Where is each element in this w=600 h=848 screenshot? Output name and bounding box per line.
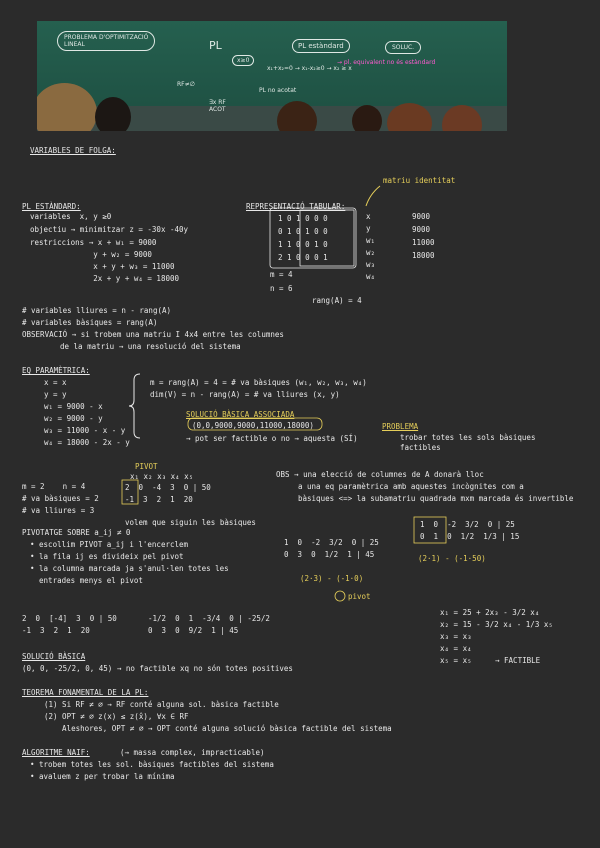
problema-heading: PROBLEMA xyxy=(382,422,419,431)
note-3: OBSERVACIÓ → si trobem una matriu I 4x4 entre les columnes xyxy=(22,330,284,339)
tab-row-1: 1 0 1 0 0 0 xyxy=(278,214,328,223)
section-heading-variables: VARIABLES DE FOLGA: xyxy=(30,146,116,155)
calc-m2: 0 3 0 1/2 1 | 45 xyxy=(284,550,375,559)
algoritme-1: • trobem totes les sol. bàsiques factibles del sistema xyxy=(30,760,274,769)
teorema-2: (2) OPT ≠ ∅ z(x) ≤ z(x̂), ∀x ∈ RF xyxy=(44,712,189,721)
note-1: # variables lliures = n - rang(A) xyxy=(22,306,172,315)
pivot-cols: x₁ x₂ x₃ x₄ x₅ xyxy=(130,472,194,481)
xval-3: x₃ = x₃ xyxy=(440,632,472,641)
pivot-label: PIVOT xyxy=(135,462,158,471)
calc-pivot: pivot xyxy=(348,592,371,601)
bm-r1: 2 0 [-4] 3 0 | 50 xyxy=(22,614,117,623)
pl-line-1: variables x, y ≥0 xyxy=(30,212,112,221)
param-1: x = x xyxy=(44,378,67,387)
pl-line-5: x + y + w₃ = 11000 xyxy=(30,262,175,271)
var-2: y xyxy=(366,224,371,233)
parametrica-heading: EQ PARAMÈTRICA: xyxy=(22,366,90,375)
calc-m3: 1 0 -2 3/2 0 | 25 xyxy=(420,520,515,529)
xval-5: x₅ = x₅ xyxy=(440,656,472,665)
xval-1: x₁ = 25 + 2x₃ - 3/2 x₄ xyxy=(440,608,540,617)
teorema-heading: TEOREMA FONAMENTAL DE LA PL: xyxy=(22,688,149,697)
var-5: w₃ xyxy=(366,260,376,269)
tab-row-4: 2 1 0 0 0 1 xyxy=(278,253,328,262)
pivot-bullet-3: • la columna marcada ja s'anul·len totes les xyxy=(30,564,229,573)
algoritme-heading: ALGORITME NAIF: xyxy=(22,748,90,757)
var-6: w₄ xyxy=(366,272,376,281)
param-2: y = y xyxy=(44,390,67,399)
pivot-circle xyxy=(335,591,345,601)
matrix-bracket xyxy=(270,208,356,268)
bm-r2: -1 3 2 1 20 xyxy=(22,626,90,635)
pivot-col-box xyxy=(122,480,138,504)
tabular-heading: REPRESENTACIÓ TABULAR: xyxy=(246,202,346,211)
chalk-box-problem: PROBLEMA D'OPTIMITZACIÓ LINEAL xyxy=(57,31,155,51)
sol-value: (0, 0, -25/2, 0, 45) → no factible xq no són totes positives xyxy=(22,664,293,673)
param-6: w₄ = 18000 - 2x - y xyxy=(44,438,130,447)
obs-3: bàsiques <=> la subamatriu quadrada mxm marcada és invertible xyxy=(298,494,574,503)
pivot-row-2: -1 3 2 1 20 xyxy=(125,495,193,504)
teorema-1: (1) Si RF ≠ ∅ → RF conté alguna sol. bàsica factible xyxy=(44,700,279,709)
bm-r4: 0 3 0 9/2 1 | 45 xyxy=(148,626,239,635)
xval-4: x₄ = x₄ xyxy=(440,644,472,653)
m-value: m = 4 xyxy=(270,270,293,279)
rhs-1: 9000 xyxy=(412,212,431,221)
pivot-bullet-4: entrades menys el pivot xyxy=(30,576,143,585)
volem-text: volem que siguin les bàsiques xyxy=(125,518,256,527)
brace-stroke xyxy=(129,374,140,438)
chalk-solu: SOLUC. xyxy=(385,41,421,54)
obs-2: a una eq paramètrica amb aquestes incògnites com a xyxy=(298,482,524,491)
calc-box xyxy=(414,517,446,543)
pivot-bullet-2: • la fila ij es divideix pel pivot xyxy=(30,552,184,561)
chalk-pl-estandard: PL estàndard xyxy=(292,39,350,53)
param-right-2: dim(V) = n - rang(A) = # va lliures (x, y) xyxy=(150,390,340,399)
n-value: n = 6 xyxy=(270,284,293,293)
rang-value: rang(A) = 4 xyxy=(312,296,362,305)
sbf-box xyxy=(188,418,322,430)
chalk-pl-no-acot: PL no acotat xyxy=(259,87,297,94)
pl-line-6: 2x + y + w₄ = 18000 xyxy=(30,274,180,283)
pl-line-4: y + w₂ = 9000 xyxy=(30,250,152,259)
calc-f2: (2·3) - (-1·0) xyxy=(300,574,364,583)
pl-line-3: restriccions → x + w₁ = 9000 xyxy=(30,238,157,247)
var-3: w₁ xyxy=(366,236,376,245)
sbf-heading: SOLUCIÓ BÀSICA ASSOCIADA xyxy=(186,410,295,419)
algoritme-intro: (→ massa complex, impracticable) xyxy=(120,748,265,757)
rhs-3: 11000 xyxy=(412,238,435,247)
algoritme-2: • avaluem z per trobar la mínima xyxy=(30,772,175,781)
var-1: x xyxy=(366,212,371,221)
sbf-value: (0,0,9000,9000,11000,18000) xyxy=(192,421,314,430)
var-4: w₂ xyxy=(366,248,376,257)
identity-box xyxy=(300,210,354,266)
pivot-left-3: # va lliures = 3 xyxy=(22,506,95,515)
teorema-3: Aleshores, OPT ≠ ∅ → OPT conté alguna solució bàsica factible del sistema xyxy=(44,724,392,733)
param-right-1: m = rang(A) = 4 = # va bàsiques (w₁, w₂, w₃, w₄) xyxy=(150,378,367,387)
chalk-pink-note: → pl. equivalent no és estàndard xyxy=(337,59,436,66)
pl-line-2: objectiu → minimitzar z = -30x -40y xyxy=(30,225,189,234)
pivot-left-2: # va bàsiques = 2 xyxy=(22,494,99,503)
factible-label: → FACTIBLE xyxy=(495,656,541,665)
obs-1: OBS → una elecció de columnes de A donarà lloc xyxy=(276,470,484,479)
calc-m4: 0 1 0 1/2 1/3 | 15 xyxy=(420,532,520,541)
sbf-note: → pot ser factible o no → aquesta (SÍ) xyxy=(186,434,358,443)
chalk-rf: RF≠∅ xyxy=(177,81,195,88)
chalk-eq: x₁+x₂=0 → x₁-x₂≥0 → x₂ ≥ x xyxy=(267,65,352,72)
matriu-identitat-label: matriu identitat xyxy=(383,176,456,185)
pl-estandard-heading: PL ESTÀNDARD: xyxy=(22,202,81,211)
sol-heading: SOLUCIÓ BÀSICA xyxy=(22,652,86,661)
param-4: w₂ = 9000 - y xyxy=(44,414,103,423)
rhs-2: 9000 xyxy=(412,225,431,234)
pivotatge-heading: PIVOTATGE SOBRE a_ij ≠ 0 xyxy=(22,528,131,537)
calc-m1: 1 0 -2 3/2 0 | 25 xyxy=(284,538,379,547)
param-5: w₃ = 11000 - x - y xyxy=(44,426,126,435)
pivot-row-1: 2 0 -4 3 0 | 50 xyxy=(125,483,211,492)
chalk-pl: PL xyxy=(209,39,222,52)
tab-row-3: 1 1 0 0 1 0 xyxy=(278,240,328,249)
tab-row-2: 0 1 0 1 0 0 xyxy=(278,227,328,236)
calc-f1: (2·1) - (-1·50) xyxy=(418,554,486,563)
xval-2: x₂ = 15 - 3/2 x₄ - 1/3 x₅ xyxy=(440,620,553,629)
param-3: w₁ = 9000 - x xyxy=(44,402,103,411)
chalk-xgt0: x≥0 xyxy=(232,55,254,66)
note-4: de la matriu → una resolució del sistema xyxy=(60,342,241,351)
note-2: # variables bàsiques = rang(A) xyxy=(22,318,158,327)
bm-r3: -1/2 0 1 -3/4 0 | -25/2 xyxy=(148,614,270,623)
chalk-rf2: ∃x RF ACOT xyxy=(209,99,226,113)
problema-text: trobar totes les sols bàsiques factibles xyxy=(400,433,536,452)
pivot-left-1: m = 2 n = 4 xyxy=(22,482,86,491)
matriu-arrow xyxy=(366,186,380,206)
rhs-4: 18000 xyxy=(412,251,435,260)
pivot-bullet-1: • escollim PIVOT a_ij i l'encerclem xyxy=(30,540,189,549)
